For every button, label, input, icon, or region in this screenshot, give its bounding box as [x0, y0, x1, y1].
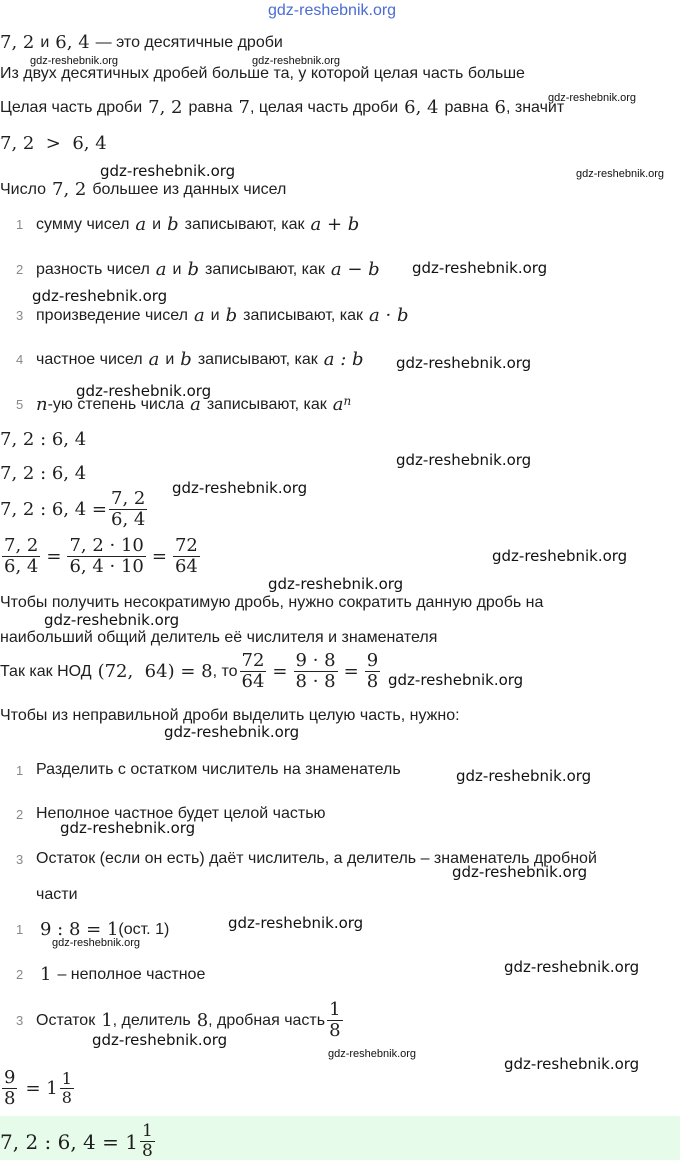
- watermark: gdz-reshebnik.org: [504, 1055, 640, 1073]
- item-number: 3: [16, 1013, 24, 1029]
- watermark: gdz-reshebnik.org: [252, 55, 341, 67]
- text: частное чисел: [36, 350, 143, 368]
- math-expr: 7, 2 : 6, 4 =: [0, 499, 108, 521]
- text: , делитель: [112, 1011, 191, 1029]
- math-expr: a − b: [330, 259, 380, 280]
- text: записывают, как: [243, 306, 364, 324]
- calc-line: 7, 2 : 6, 4: [0, 463, 87, 484]
- item-number: 2: [16, 262, 24, 277]
- fraction: [109, 489, 147, 530]
- list-item: [16, 214, 359, 235]
- watermark: gdz-reshebnik.org: [548, 92, 637, 104]
- fraction-denominator: 8: [366, 670, 379, 692]
- fraction: [240, 651, 267, 692]
- list-item: [16, 349, 364, 370]
- improper-intro: Чтобы из неправильной дроби выделить целую часть, нужно:: [0, 707, 460, 724]
- text: (ост. 1): [118, 920, 170, 938]
- list-item: [16, 394, 351, 415]
- watermark: gdz-reshebnik.org: [60, 819, 196, 837]
- answer-box: [0, 1116, 680, 1160]
- text: – неполное частное: [57, 965, 206, 983]
- math-var: a: [155, 259, 167, 280]
- text: произведение чисел: [36, 306, 188, 324]
- text: , целая часть дроби: [249, 98, 399, 116]
- text: записывают, как: [204, 260, 325, 278]
- math-expr: a + b: [310, 214, 360, 235]
- fraction-numerator: 1: [141, 1121, 153, 1141]
- fraction-denominator: 64: [241, 670, 265, 692]
- fraction-numerator: 7, 2 · 10: [69, 535, 144, 556]
- watermark: gdz-reshebnik.org: [396, 451, 532, 469]
- fraction-denominator: 8: [61, 1087, 72, 1107]
- fraction-denominator: 8: [329, 1019, 341, 1041]
- watermark: gdz-reshebnik.org: [328, 1048, 417, 1060]
- line-integer-parts: [0, 97, 564, 118]
- text-continued: части: [36, 886, 78, 903]
- fraction: [2, 1068, 17, 1109]
- math-var: a: [148, 349, 160, 370]
- line-compare-rule: Из двух десятичных дробей больше та, у которой целая часть больше: [0, 65, 525, 82]
- text: — это десятичные дроби: [95, 33, 283, 51]
- comparison-result: 7, 2 > 6, 4: [0, 133, 107, 154]
- watermark: gdz-reshebnik.org: [388, 671, 524, 689]
- text: Разделить с остатком числитель на знаменатель: [36, 761, 401, 778]
- list-item: [16, 761, 401, 779]
- fraction: [365, 651, 380, 692]
- fraction-denominator: 8: [141, 1140, 153, 1161]
- math-expr: 7, 2 : 6, 4 = 1: [0, 1129, 138, 1154]
- fraction-denominator: 8 · 8: [295, 670, 336, 692]
- math-var: b: [167, 214, 179, 235]
- text: сумму чисел: [36, 215, 130, 233]
- math-var: n: [36, 394, 48, 415]
- reduce-text: Чтобы получить несократимую дробь, нужно сократить данную дробь на: [0, 594, 544, 611]
- result-line: [0, 1068, 76, 1109]
- fraction-numerator: 9 · 8: [295, 650, 336, 671]
- line-decimals: [0, 32, 283, 53]
- math-var: a: [135, 214, 147, 235]
- text: записывают, как: [184, 215, 305, 233]
- item-number: 3: [16, 308, 24, 323]
- math-value: 7: [238, 97, 250, 118]
- reduce-text: наибольший общий делитель её числителя и знаменателя: [0, 629, 438, 646]
- watermark: gdz-reshebnik.org: [412, 259, 548, 277]
- fraction-denominator: 6, 4: [111, 508, 146, 530]
- text: Целая часть дроби: [0, 98, 143, 116]
- answer-line: [0, 1116, 680, 1161]
- fraction-numerator: 1: [329, 999, 341, 1020]
- watermark: gdz-reshebnik.org: [492, 547, 628, 565]
- watermark: gdz-reshebnik.org: [456, 767, 592, 785]
- math-op: =: [343, 661, 359, 683]
- item-number: 5: [16, 397, 24, 412]
- text: и: [165, 350, 175, 368]
- text: и: [152, 215, 162, 233]
- item-number: 1: [16, 922, 24, 937]
- item-number: 2: [16, 967, 24, 982]
- text: , дробная часть: [208, 1011, 326, 1029]
- math-op: =: [46, 546, 62, 568]
- watermark: gdz-reshebnik.org: [52, 937, 141, 949]
- math-op: =: [151, 546, 167, 568]
- text: и: [210, 306, 220, 324]
- text: , то: [212, 662, 238, 680]
- item-number: 1: [16, 762, 24, 778]
- item-number: 2: [16, 806, 24, 822]
- list-item: [16, 964, 205, 985]
- text: Остаток (если он есть) даёт числитель, а делитель – знаменатель дробной: [36, 850, 597, 867]
- line-greater: [0, 179, 286, 200]
- math-value: 7, 2: [0, 32, 35, 53]
- fraction: [294, 651, 338, 692]
- text: равна: [444, 98, 489, 116]
- fraction-denominator: 8: [4, 1087, 16, 1109]
- text: и: [172, 260, 182, 278]
- math-expr: 1: [40, 964, 52, 985]
- watermark: gdz-reshebnik.org: [452, 863, 588, 881]
- math-expr: a · b: [369, 305, 409, 326]
- list-item: [16, 259, 380, 280]
- math-var: b: [225, 305, 238, 326]
- math-var: b: [187, 259, 199, 280]
- site-header[interactable]: gdz-reshebnik.org: [268, 2, 397, 19]
- math-var: b: [180, 349, 192, 370]
- math-value: 6: [494, 97, 506, 118]
- math-value: 6, 4: [55, 32, 90, 53]
- watermark: gdz-reshebnik.org: [100, 162, 236, 180]
- nod-line: [0, 651, 382, 692]
- fraction-numerator: 9: [366, 650, 379, 671]
- watermark: gdz-reshebnik.org: [32, 287, 168, 305]
- fraction-numerator: 72: [174, 535, 198, 556]
- math-value: 1: [101, 1010, 113, 1032]
- text: Неполное частное будет целой частью: [36, 805, 326, 822]
- watermark: gdz-reshebnik.org: [172, 479, 308, 497]
- math-var: a: [190, 394, 201, 415]
- math-var: a: [193, 305, 205, 326]
- text: записывают, как: [206, 395, 327, 413]
- calc-fraction-line: [0, 489, 149, 530]
- math-value: 7, 2: [52, 179, 87, 200]
- fraction: [140, 1122, 155, 1161]
- fraction: [173, 536, 200, 577]
- fraction-numerator: 7, 2: [111, 488, 146, 509]
- text: большее из данных чисел: [92, 180, 287, 198]
- watermark: gdz-reshebnik.org: [576, 168, 665, 180]
- math-expr: (72, 64) = 8: [97, 661, 213, 683]
- fraction-denominator: 6, 4: [4, 555, 39, 577]
- fraction-denominator: 64: [174, 555, 198, 577]
- item-number: 1: [16, 217, 24, 232]
- text-and: и: [40, 33, 50, 51]
- text: Остаток: [36, 1011, 96, 1029]
- fraction: [2, 536, 40, 577]
- fraction-numerator: 9: [4, 1067, 16, 1088]
- fraction-denominator: 6, 4 · 10: [69, 555, 144, 577]
- math-exponent: n: [343, 394, 352, 408]
- text: разность чисел: [36, 260, 150, 278]
- calc-line: 7, 2 : 6, 4: [0, 429, 87, 450]
- item-number: 4: [16, 352, 24, 367]
- fraction: [327, 1000, 342, 1041]
- fraction: [67, 536, 145, 577]
- text: , значит: [505, 98, 565, 116]
- fraction: [60, 1070, 74, 1107]
- text: Так как НОД: [0, 662, 92, 680]
- watermark: gdz-reshebnik.org: [76, 382, 212, 400]
- watermark: gdz-reshebnik.org: [164, 723, 300, 741]
- fraction-numerator: 1: [61, 1069, 72, 1089]
- watermark: gdz-reshebnik.org: [396, 354, 532, 372]
- watermark: gdz-reshebnik.org: [30, 55, 119, 67]
- math-value: 8: [196, 1010, 209, 1032]
- fraction-numerator: 7, 2: [4, 535, 39, 556]
- math-expr: 9 : 8 = 1: [40, 919, 119, 940]
- fraction-numerator: 72: [241, 650, 265, 671]
- math-value: 6, 4: [404, 97, 439, 118]
- math-expr: = 1: [25, 1078, 58, 1100]
- watermark: gdz-reshebnik.org: [44, 611, 180, 629]
- math-op: =: [272, 661, 288, 683]
- text: -ую степень числа: [47, 395, 185, 413]
- math-expr: a : b: [323, 349, 364, 370]
- item-number: 3: [16, 851, 24, 867]
- math-value: 7, 2: [148, 97, 183, 118]
- watermark: gdz-reshebnik.org: [228, 914, 364, 932]
- watermark: gdz-reshebnik.org: [92, 1031, 228, 1049]
- text: равна: [188, 98, 233, 116]
- watermark: gdz-reshebnik.org: [268, 575, 404, 593]
- text: Число: [0, 180, 47, 198]
- list-item: [16, 305, 408, 326]
- calc-expand-line: [0, 536, 202, 577]
- text: записывают, как: [197, 350, 318, 368]
- watermark: gdz-reshebnik.org: [504, 958, 640, 976]
- math-var: a: [332, 394, 344, 415]
